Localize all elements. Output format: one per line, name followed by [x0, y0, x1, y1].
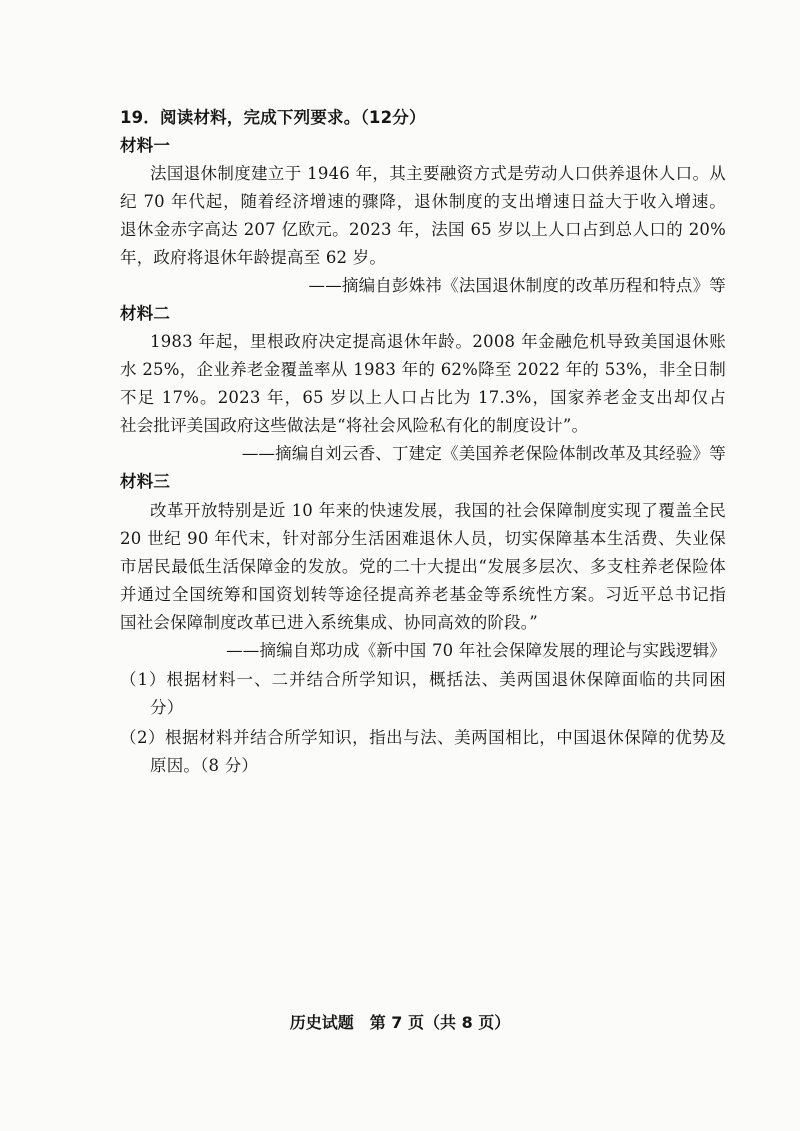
material-3-source: ——摘编自郑功成《新中国 70 年社会保障发展的理论与实践逻辑》: [226, 641, 726, 660]
task-1: （1）根据材料一、二并结合所学知识，概括法、美两国退休保障面临的共同困: [120, 670, 726, 689]
material-1-line: 退休金赤字高达 207 亿欧元。2023 年，法国 65 岁以上人口占到总人口的 20%: [120, 220, 726, 239]
material-3-line: 市居民最低生活保障金的发放。党的二十大提出“发展多层次、多支柱养老保险体: [120, 557, 726, 576]
task-2-continued: 原因。（8 分）: [150, 756, 259, 775]
material-2-line: 社会批评美国政府这些做法是“将社会风险私有化的制度设计”。: [120, 416, 589, 435]
material-3-line: 20 世纪 90 年代末，针对部分生活困难退休人员，切实保障基本生活费、失业保: [120, 529, 726, 548]
material-3-title: 材料三: [120, 472, 171, 491]
task-1-continued: 分）: [150, 698, 184, 717]
page-footer: 历史试题 第 7 页（共 8 页）: [289, 1013, 511, 1032]
task-2: （2）根据材料并结合所学知识，指出与法、美两国相比，中国退休保障的优势及: [120, 728, 726, 747]
material-1-source: ——摘编自彭姝祎《法国退休制度的改革历程和特点》等: [308, 276, 726, 295]
material-2-line: 水 25%，企业养老金覆盖率从 1983 年的 62%降至 2022 年的 53%，非全日制: [120, 360, 726, 379]
material-2-source: ——摘编自刘云香、丁建定《美国养老保险体制改革及其经验》等: [241, 444, 726, 463]
material-3-line: 国社会保障制度改革已进入系统集成、协同高效的阶段。”: [120, 613, 538, 632]
material-3-line: 并通过全国统筹和国资划转等途径提高养老基金等系统性方案。习近平总书记指: [120, 585, 726, 604]
question-header: 19．阅读材料，完成下列要求。（12分）: [120, 108, 426, 127]
material-3-line: 改革开放特别是近 10 年来的快速发展，我国的社会保障制度实现了覆盖全民: [150, 501, 726, 520]
material-1-line: 年，政府将退休年龄提高至 62 岁。: [120, 248, 387, 267]
material-1-line: 纪 70 年代起，随着经济增速的骤降，退休制度的支出增速日益大于收入增速。: [120, 192, 726, 211]
material-2-title: 材料二: [120, 304, 171, 323]
material-2-line: 1983 年起，里根政府决定提高退休年龄。2008 年金融危机导致美国退休账: [150, 332, 726, 351]
material-1-title: 材料一: [120, 136, 171, 155]
material-1-line: 法国退休制度建立于 1946 年，其主要融资方式是劳动人口供养退休人口。从: [150, 164, 726, 183]
material-2-line: 不足 17%。2023 年，65 岁以上人口占比为 17.3%，国家养老金支出却仅占: [120, 388, 726, 407]
